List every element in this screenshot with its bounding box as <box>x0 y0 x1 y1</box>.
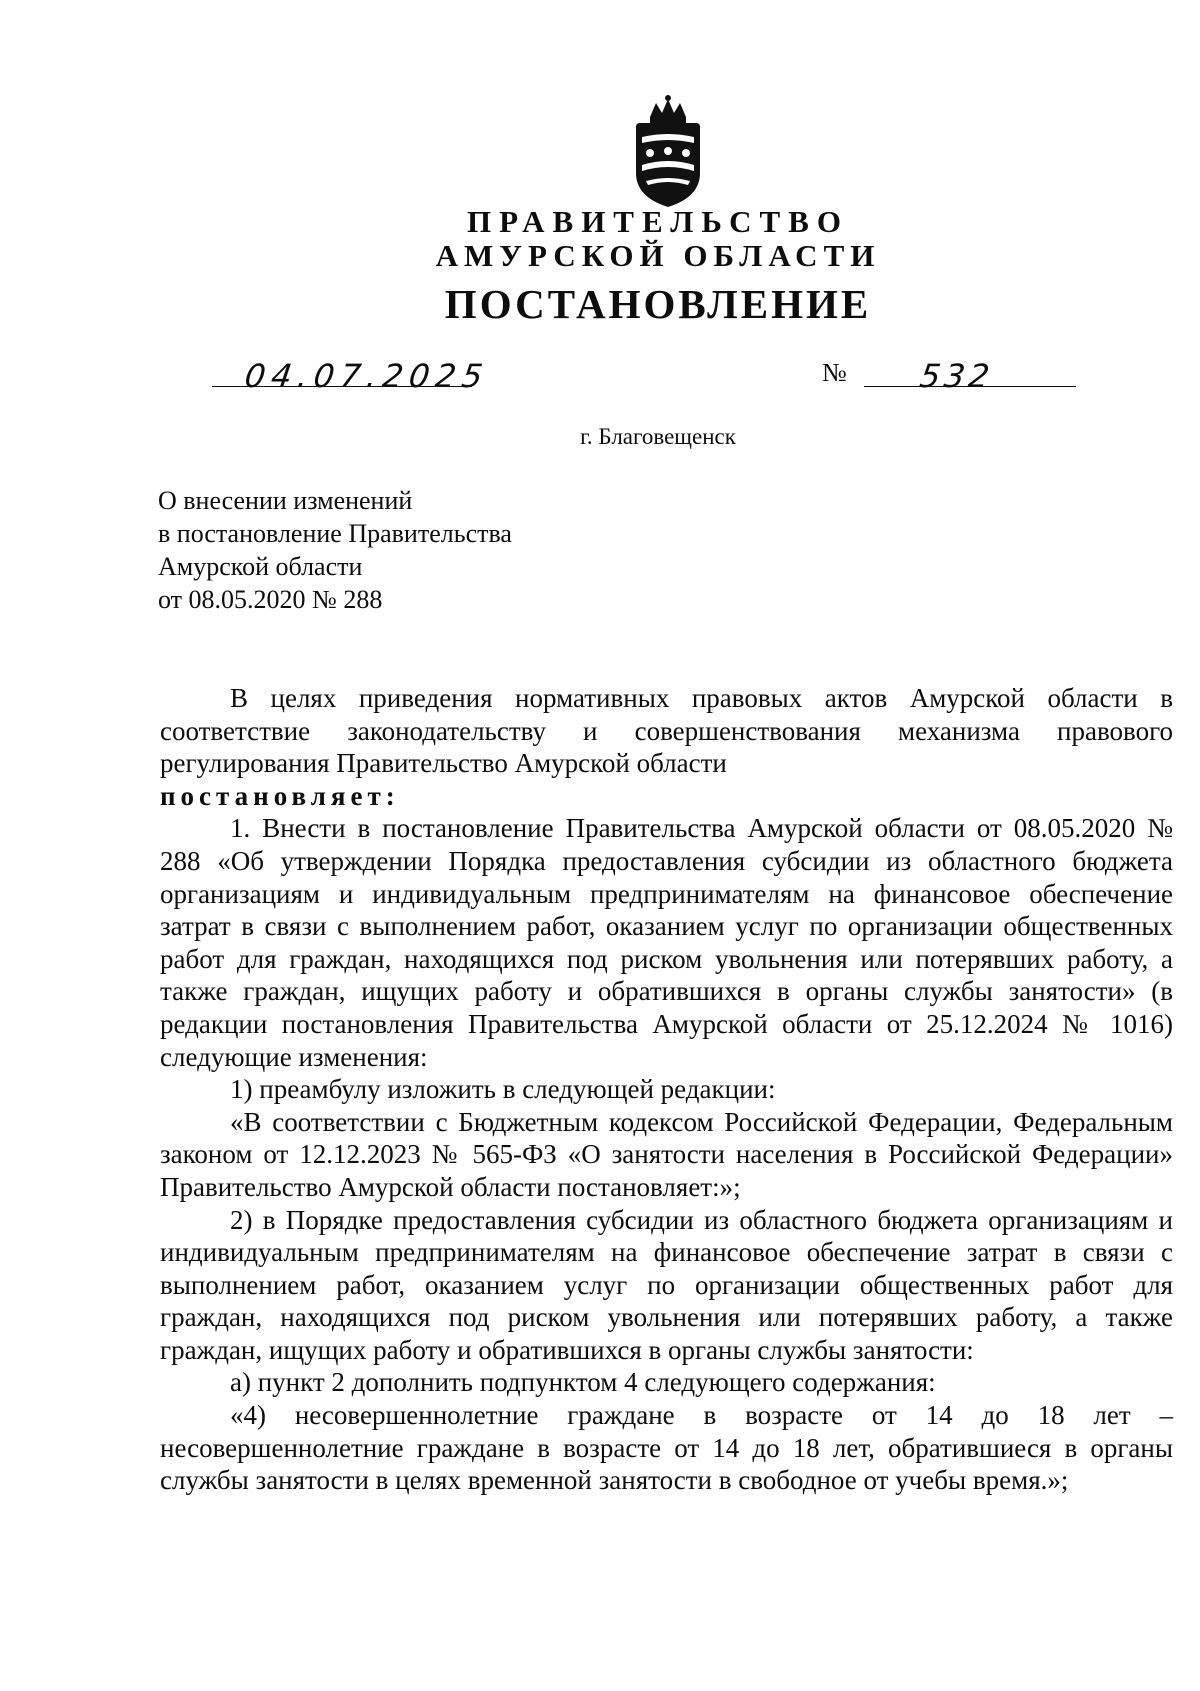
city-line: г. Благовещенск <box>580 424 736 449</box>
preamble-quote: «В соответствии с Бюджетным кодексом Российской Федерации, Федеральным законом от 12.12.2023 № 565-ФЗ «О занятости населения в Российской Федерации» Правительство Амурской области постановляет:»; <box>160 1106 1173 1202</box>
date-underline <box>212 386 472 387</box>
item-1-1: 1) преамбулу изложить в следующей редакции: <box>230 1074 776 1105</box>
document-body <box>160 682 1173 1497</box>
intro-paragraph: В целях приведения нормативных правовых актов Амурской области в соответствие законодательству и совершенствования механизма правового регулирования Правительство Амурской области <box>160 683 1173 779</box>
subject-line: Амурской области <box>158 552 363 581</box>
number-sign: № <box>822 358 847 387</box>
document-date: 04.07.2025 <box>242 357 491 395</box>
org-name-line1: ПРАВИТЕЛЬСТВО <box>467 204 849 239</box>
decree-word: постановляет: <box>160 780 400 811</box>
quote-subitem-4: «4) несовершеннолетние граждане в возрасте от 14 до 18 лет – несовершеннолетние граждане в возрасте от 14 до 18 лет, обратившиеся в органы службы занятости в целях временной занятости в свободное от учебы время.»; <box>160 1400 1173 1496</box>
number-underline <box>864 386 1076 387</box>
subject-line: от 08.05.2020 № 288 <box>158 585 383 614</box>
document-type-title: ПОСТАНОВЛЕНИЕ <box>444 281 872 327</box>
item-a: а) пункт 2 дополнить подпунктом 4 следующего содержания: <box>230 1367 936 1398</box>
document-number: 532 <box>917 357 996 395</box>
subject-line: в постановление Правительства <box>158 519 512 548</box>
item-1: 1. Внести в постановление Правительства Амурской области от 08.05.2020 № 288 «Об утверждении Порядка предоставления субсидии из областного бюджета организациям и индивидуальным предпринимателям на финансовое обеспечение затрат в связи с выполнением работ, оказанием услуг по организации общественных работ для граждан, находящихся под риском увольнения или потерявших работу, а также граждан, ищущих работу и обратившихся в органы службы занятости» (в редакции постановления Правительства Амурской области от 25.12.2024 № 1016) следующие изменения: <box>160 813 1173 1072</box>
subject-line: О внесении изменений <box>158 486 413 515</box>
item-1-2: 2) в Порядке предоставления субсидии из областного бюджета организациям и индивидуальным предпринимателям на финансовое обеспечение затрат в связи с выполнением работ, оказанием услуг по организации общественных работ для граждан, находящихся под риском увольнения или потерявших работу, а также граждан, ищущих работу и обратившихся в органы службы занятости: <box>160 1204 1173 1365</box>
document-subject <box>158 484 512 616</box>
org-name-line2: АМУРСКОЙ ОБЛАСТИ <box>435 238 881 273</box>
coat-of-arms-icon <box>628 93 708 211</box>
